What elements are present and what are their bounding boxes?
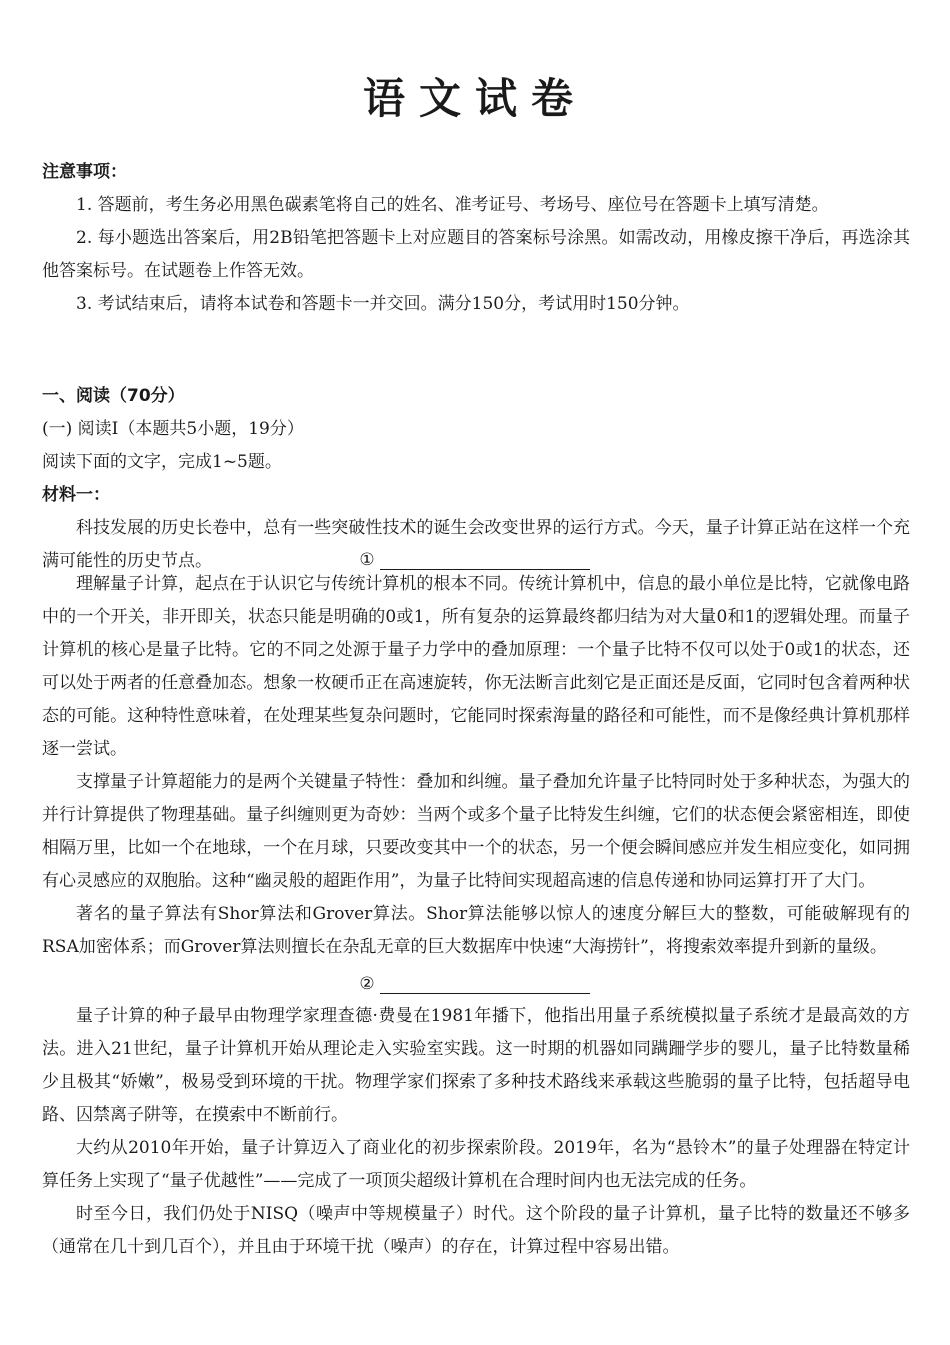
page-title: 语文试卷 [362, 74, 587, 123]
sub-heading: (一) 阅读Ⅰ（本题共5小题，19分） [42, 419, 304, 439]
notice-item: 2. 每小题选出答案后，用2B铅笔把答题卡上对应题目的答案标号涂黑。如需改动，用橡皮擦干净后，再选涂其他答案标号。在试题卷上作答无效。 [42, 228, 910, 281]
body-paragraph: 时至今日，我们仍处于NISQ（噪声中等规模量子）时代。这个阶段的量子计算机，量子比特的数量还不够多（通常在几十到几百个），并且由于环境干扰（噪声）的存在，计算过程中容易出错。 [42, 1204, 910, 1257]
instruction: 阅读下面的文字，完成1~5题。 [42, 452, 282, 472]
body-paragraph: 著名的量子算法有Shor算法和Grover算法。Shor算法能够以惊人的速度分解巨大的整数，可能破解现有的RSA加密体系；而Grover算法则擅长在杂乱无章的巨大数据库中快速“大海捞针”，将搜索效率提升到新的量级。 [42, 904, 910, 957]
material-body-1 [42, 568, 910, 964]
body-paragraph: 理解量子计算，起点在于认识它与传统计算机的根本不同。传统计算机中，信息的最小单位是比特，它就像电路中的一个开关，非开即关，状态只能是明确的0或1，所有复杂的运算最终都归结为对大量0和1的逻辑处理。而量子计算机的核心是量子比特。它的不同之处源于量子力学中的叠加原理：一个量子比特不仅可以处于0或1的状态，还可以处于两者的任意叠加态。想象一枚硬币正在高速旋转，你无法断言此刻它是正面还是反面，它同时包含着两种状态的可能。这种特性意味着，在处理某些复杂问题时，它能同时探索海量的路径和可能性，而不是像经典计算机那样逐一尝试。 [42, 574, 910, 759]
body-paragraph: 大约从2010年开始，量子计算迈入了商业化的初步探索阶段。2019年，名为“悬铃木”的量子处理器在特定计算任务上实现了“量子优越性”——完成了一项顶尖超级计算机在合理时间内也无法完成的任务。 [42, 1138, 910, 1191]
section-heading: 一、阅读（70分） [42, 386, 185, 406]
reading-section [42, 380, 910, 578]
material-body-2 [42, 1000, 910, 1264]
notice-item: 1. 答题前，考生务必用黑色碳素笔将自己的姓名、准考证号、考场号、座位号在答题卡上填写清楚。 [76, 195, 829, 215]
body-paragraph: 支撑量子计算超能力的是两个关键量子特性：叠加和纠缠。量子叠加允许量子比特同时处于多种状态，为强大的并行计算提供了物理基础。量子纠缠则更为奇妙：当两个或多个量子比特发生纠缠，它们的状态便会紧密相连，即使相隔万里，比如一个在地球，一个在月球，只要改变其中一个的状态，另一个便会瞬间感应并发生相应变化，如同拥有心灵感应的双胞胎。这种“幽灵般的超距作用”，为量子比特间实现超高速的信息传递和协同运算打开了大门。 [42, 772, 910, 891]
subtitle-blank-1 [358, 550, 658, 570]
notice-section [42, 156, 910, 321]
body-paragraph: 量子计算的种子最早由物理学家理查德·费曼在1981年播下，他指出用量子系统模拟量子系统才是最高效的方法。进入21世纪，量子计算机开始从理论走入实验室实践。这一时期的机器如同蹒跚学步的婴儿，量子比特数量稀少且极其“娇嫩”，极易受到环境的干扰。物理学家们探索了多种技术路线来承载这些脆弱的量子比特，包括超导电路、囚禁离子阱等，在摸索中不断前行。 [42, 1006, 910, 1125]
subtitle-number: ① [359, 550, 375, 570]
subtitle-blank-2 [358, 974, 658, 994]
material-label: 材料一： [42, 485, 110, 505]
fill-blank-line [380, 975, 590, 994]
material-intro: 科技发展的历史长卷中，总有一些突破性技术的诞生会改变世界的运行方式。今天，量子计算正站在这样一个充满可能性的历史节点。 [42, 518, 910, 571]
notice-item: 3. 考试结束后，请将本试卷和答题卡一并交回。满分150分，考试用时150分钟。 [76, 294, 690, 314]
subtitle-number: ② [359, 974, 375, 994]
notice-heading: 注意事项： [42, 162, 127, 182]
